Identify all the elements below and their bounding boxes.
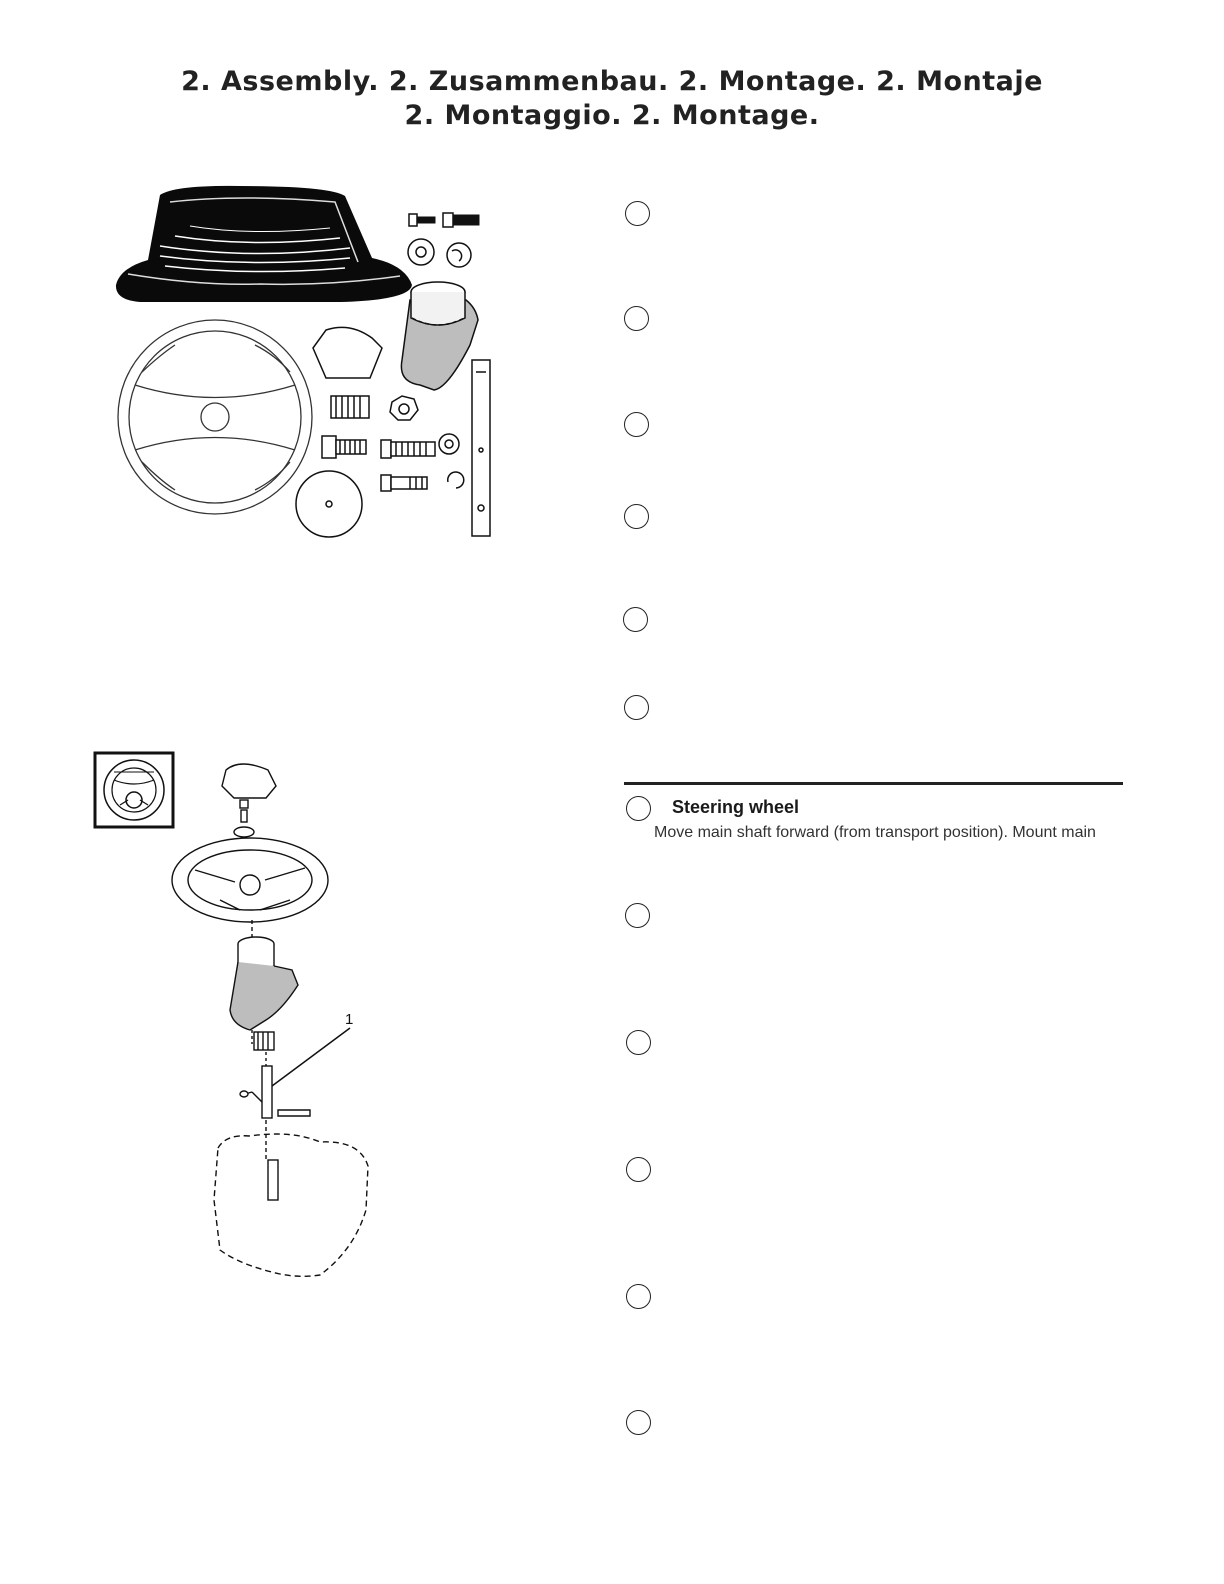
spline-hub-icon xyxy=(331,396,369,418)
step-marker xyxy=(625,201,650,226)
column-boot-illustration xyxy=(401,282,478,390)
section-divider xyxy=(624,782,1123,785)
hub-cap-illustration xyxy=(313,327,382,378)
bolt-icon xyxy=(409,213,479,227)
steering-shaft-illustration xyxy=(472,360,490,536)
seat-illustration xyxy=(116,186,412,302)
step-marker xyxy=(623,607,648,632)
step-marker xyxy=(626,1030,651,1055)
step-marker xyxy=(624,306,649,331)
callout-1: 1 xyxy=(345,1011,354,1028)
washer-icon xyxy=(296,471,362,537)
washer-icon xyxy=(408,239,471,267)
steering-heading: Steering wheel xyxy=(672,797,800,817)
step-marker xyxy=(626,1410,651,1435)
lock-nut-icon xyxy=(439,434,464,488)
step-marker xyxy=(626,1157,651,1182)
step-marker xyxy=(626,1284,651,1309)
step-marker xyxy=(625,903,650,928)
nut-icon xyxy=(390,396,418,420)
steering-symbol-icon xyxy=(95,753,173,827)
page-title: 2. Assembly. 2. Zusammenbau. 2. Montage. 2. Montaje xyxy=(181,66,1043,97)
step-marker xyxy=(626,796,651,821)
steering-wheel-illustration xyxy=(118,320,312,514)
step-marker xyxy=(624,695,649,720)
steering-instruction: Move main shaft forward (from transport position). Mount main xyxy=(654,824,1096,841)
page-subtitle: 2. Montaggio. 2. Montage. xyxy=(404,100,820,131)
step-marker xyxy=(624,412,649,437)
step-marker xyxy=(624,504,649,529)
exploded-steering-assembly xyxy=(172,764,368,1276)
